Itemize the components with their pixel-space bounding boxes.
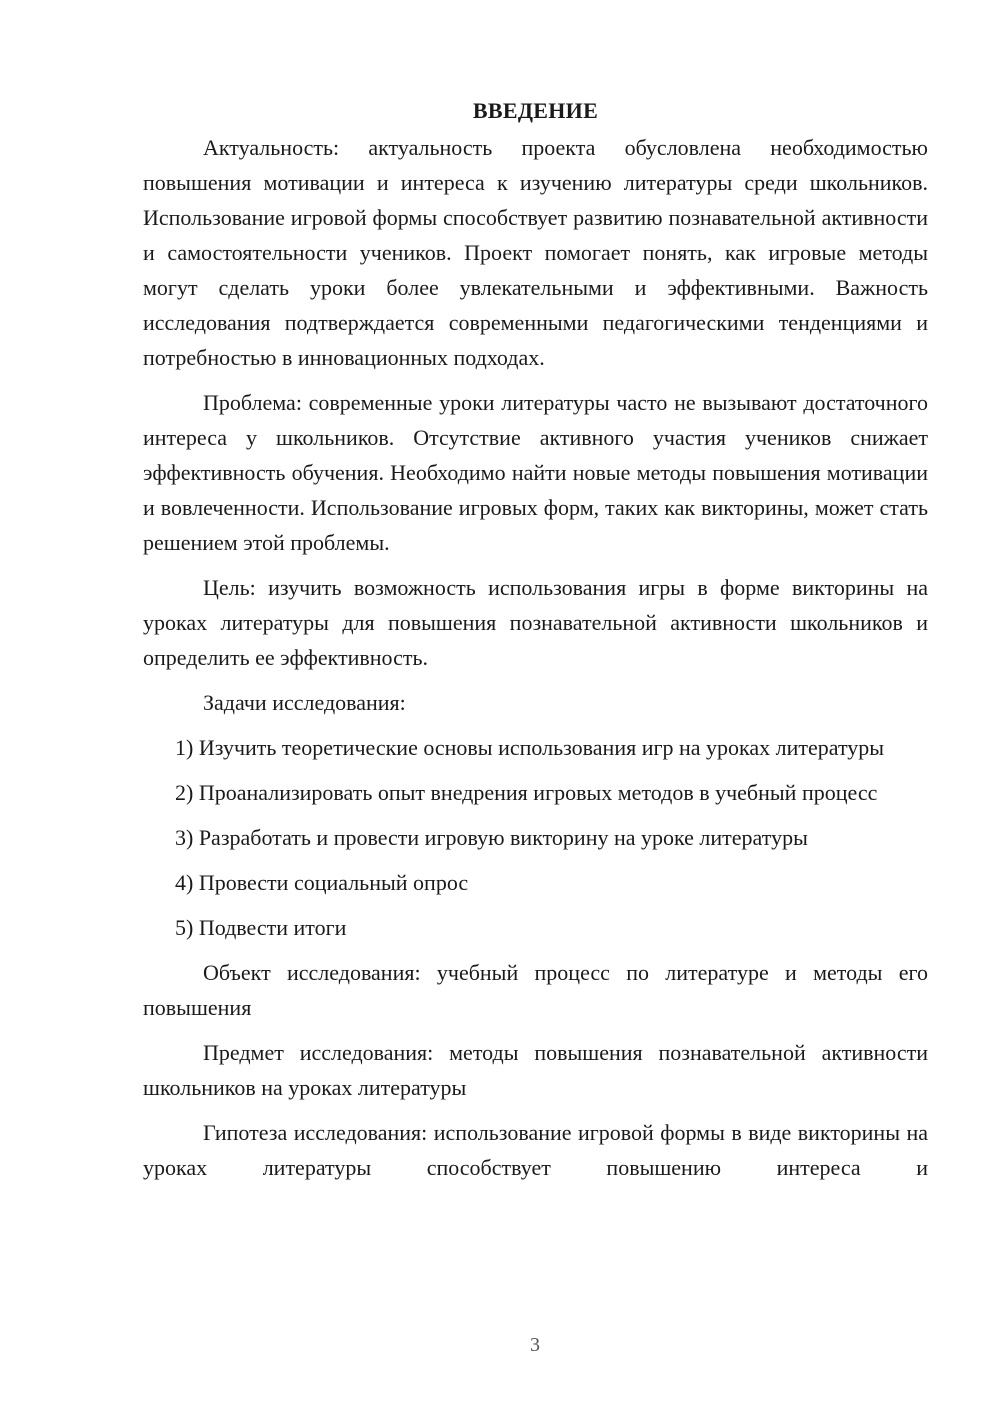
list-item: 1) Изучить теоретические основы использования игр на уроках литературы [175, 735, 885, 760]
paragraph-problem: Проблема: современные уроки литературы часто не вызывают достаточного интереса у школьников. Отсутствие активного участия учеников снижает эффективность обучения. Необходимо найти новые методы повышения мотивации и вовлеченности. Использование игровых форм, таких как викторины, может стать решением этой проблемы. [143, 390, 928, 555]
paragraph-relevance: Актуальность: актуальность проекта обусловлена необходимостью повышения мотивации и интереса к изучению литературы среди школьников. Использование игровой формы способствует развитию познавательной активности и самостоятельности учеников. Проект помогает понять, как игровые методы могут сделать уроки более увлекательными и эффективными. Важность исследования подтверждается современными педагогическими тенденциями и потребностью в инновационных подходах. [143, 135, 928, 370]
paragraph-hypothesis: Гипотеза исследования: использование игровой формы в виде викторины на уроках литературы способствует повышению интереса и [143, 1120, 928, 1180]
section-title: ВВЕДЕНИЕ [472, 98, 599, 123]
paragraph-tasks-heading: Задачи исследования: [203, 690, 406, 715]
page-number: 3 [530, 1334, 540, 1356]
paragraph-subject: Предмет исследования: методы повышения познавательной активности школьников на уроках литературы [143, 1040, 928, 1100]
paragraph-goal: Цель: изучить возможность использования игры в форме викторины на уроках литературы для повышения познавательной активности школьников и определить ее эффективность. [143, 575, 928, 670]
list-item: 3) Разработать и провести игровую викторину на уроке литературы [175, 825, 808, 850]
list-item: 4) Провести социальный опрос [175, 870, 469, 895]
document-page [143, 96, 928, 1195]
list-item: 5) Подвести итоги [175, 915, 347, 940]
paragraph-object: Объект исследования: учебный процесс по литературе и методы его повышения [143, 960, 928, 1020]
list-item: 2) Проанализировать опыт внедрения игровых методов в учебный процесс [175, 780, 878, 805]
